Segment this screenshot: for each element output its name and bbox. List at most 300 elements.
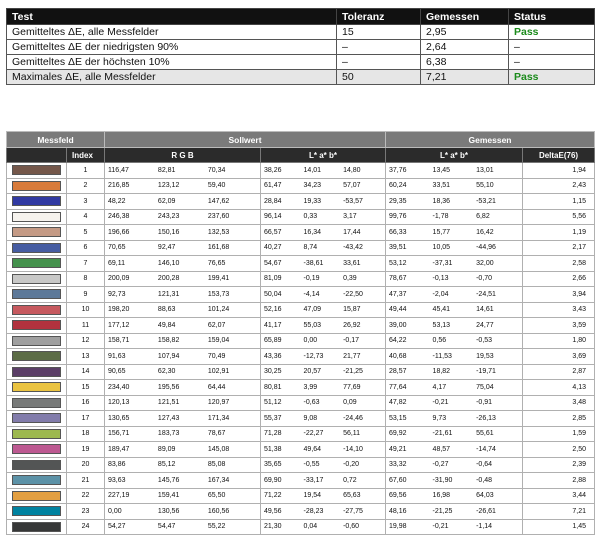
lab-soll-cell: [261, 240, 386, 256]
rgb-cell: [105, 457, 261, 473]
swatch-cell: [7, 442, 67, 458]
lab-gemessen-cell-value: 16,98: [432, 492, 451, 500]
color-swatch: [12, 274, 61, 284]
summary-cell-test: Maximales ΔE, alle Messfelder: [7, 70, 337, 85]
table-row: [7, 256, 595, 272]
delta-cell: 3,44: [523, 488, 595, 504]
index-cell: 18: [67, 426, 105, 442]
rgb-cell-value: 55,22: [207, 523, 226, 531]
swatch-cell: [7, 473, 67, 489]
color-swatch: [12, 196, 61, 206]
swatch-cell: [7, 163, 67, 179]
lab-gemessen-cell-value: 33,32: [389, 461, 407, 469]
lab-gemessen-cell-value: -31,90: [432, 476, 453, 484]
summary-cell-gemessen: 7,21: [421, 70, 509, 85]
lab-soll-cell-value: 61,47: [264, 182, 282, 190]
table-row: [7, 519, 595, 535]
rgb-cell-value: 70,65: [108, 244, 126, 252]
lab-soll-cell: [261, 163, 386, 179]
summary-cell-toleranz: –: [337, 55, 421, 70]
lab-soll-cell-value: 71,28: [264, 430, 282, 438]
lab-soll-cell-value: -0,20: [343, 461, 360, 469]
lab-gemessen-cell-value: 32,00: [476, 259, 494, 267]
swatch-cell: [7, 209, 67, 225]
lab-soll-cell: [261, 194, 386, 210]
rgb-cell-value: 146,10: [157, 259, 180, 267]
summary-row: [7, 40, 595, 55]
lab-gemessen-cell-value: -21,25: [432, 507, 453, 515]
lab-gemessen-cell-value: 29,35: [389, 197, 407, 205]
swatch-cell: [7, 178, 67, 194]
summary-cell-toleranz: 50: [337, 70, 421, 85]
lab-soll-cell-value: 65,63: [343, 492, 361, 500]
rgb-cell: [105, 473, 261, 489]
lab-soll-cell-value: 56,11: [343, 430, 361, 438]
rgb-cell-value: 171,34: [207, 414, 230, 422]
summary-cell-status: –: [509, 55, 595, 70]
index-cell: 3: [67, 194, 105, 210]
sub-header-row: [7, 148, 595, 163]
rgb-cell: [105, 364, 261, 380]
color-swatch: [12, 181, 61, 191]
lab-soll-cell-value: -22,27: [303, 430, 324, 438]
rgb-cell: [105, 163, 261, 179]
lab-soll-cell-value: 15,87: [343, 306, 361, 314]
color-swatch: [12, 351, 61, 361]
lab-gemessen-cell-value: 77,64: [389, 383, 407, 391]
lab-gemessen-cell-value: -0,27: [432, 461, 449, 469]
rgb-cell-value: 158,82: [157, 337, 180, 345]
rgb-cell-value: 159,41: [157, 492, 180, 500]
summary-header-test: Test: [7, 9, 337, 25]
summary-cell-gemessen: 2,95: [421, 25, 509, 40]
lab-gemessen-cell-value: 16,42: [476, 228, 494, 236]
color-swatch: [12, 413, 61, 423]
delta-cell: 2,58: [523, 256, 595, 272]
delta-cell: 2,87: [523, 364, 595, 380]
lab-gemessen-cell-value: 28,57: [389, 368, 407, 376]
rgb-cell: [105, 318, 261, 334]
color-swatch: [12, 475, 61, 485]
rgb-cell-value: 189,47: [108, 445, 130, 453]
rgb-cell-value: 54,47: [157, 523, 176, 531]
summary-row: [7, 70, 595, 85]
lab-soll-cell: [261, 426, 386, 442]
index-cell: 24: [67, 519, 105, 535]
rgb-cell-value: 64,44: [207, 383, 226, 391]
lab-gemessen-cell-value: 49,44: [389, 306, 407, 314]
color-swatch: [12, 305, 61, 315]
lab-soll-cell-value: -0,19: [303, 275, 320, 283]
lab-gemessen-cell: [386, 473, 523, 489]
lab-gemessen-cell-value: -0,13: [432, 275, 449, 283]
rgb-cell-value: 227,19: [108, 492, 130, 500]
rgb-cell: [105, 209, 261, 225]
rgb-cell-value: 167,34: [207, 476, 230, 484]
lab-gemessen-cell-value: 47,37: [389, 290, 407, 298]
rgb-cell-value: 130,65: [108, 414, 130, 422]
lab-soll-cell: [261, 349, 386, 365]
lab-soll-cell-value: 19,33: [303, 197, 322, 205]
lab-gemessen-cell-value: -1,14: [476, 523, 493, 531]
lab-gemessen-cell: [386, 271, 523, 287]
sub-header-delta: DeltaE(76): [523, 148, 595, 163]
table-row: [7, 302, 595, 318]
rgb-cell-value: 89,09: [157, 445, 176, 453]
lab-gemessen-cell-value: -37,31: [432, 259, 453, 267]
lab-soll-cell-value: 8,74: [303, 244, 318, 252]
rgb-cell: [105, 442, 261, 458]
lab-gemessen-cell-value: -0,48: [476, 476, 493, 484]
lab-gemessen-cell-value: -0,70: [476, 275, 493, 283]
lab-soll-cell-value: 20,57: [303, 368, 322, 376]
rgb-cell-value: 150,16: [157, 228, 180, 236]
rgb-cell-value: 195,56: [157, 383, 180, 391]
lab-gemessen-cell-value: -11,53: [432, 352, 452, 360]
swatch-cell: [7, 380, 67, 396]
summary-table: [6, 8, 595, 85]
table-row: [7, 380, 595, 396]
index-cell: 1: [67, 163, 105, 179]
lab-gemessen-cell-value: -0,91: [476, 399, 493, 407]
lab-soll-cell-value: 47,09: [303, 306, 322, 314]
swatch-cell: [7, 349, 67, 365]
rgb-cell: [105, 333, 261, 349]
lab-gemessen-cell-value: 64,22: [389, 337, 407, 345]
summary-header-status: Status: [509, 9, 595, 25]
lab-gemessen-cell-value: 18,36: [432, 197, 451, 205]
lab-soll-cell-value: -22,50: [343, 290, 363, 298]
rgb-cell-value: 82,81: [157, 166, 176, 174]
lab-soll-cell-value: 0,33: [303, 213, 318, 221]
lab-gemessen-cell: [386, 380, 523, 396]
lab-gemessen-cell-value: 47,82: [389, 399, 407, 407]
lab-gemessen-cell: [386, 318, 523, 334]
lab-gemessen-cell-value: -44,96: [476, 244, 496, 252]
lab-soll-cell-value: -53,57: [343, 197, 363, 205]
table-row: [7, 240, 595, 256]
group-header-messfeld: Messfeld: [7, 132, 105, 148]
lab-gemessen-cell-value: 45,41: [432, 306, 451, 314]
lab-gemessen-cell-value: 9,73: [432, 414, 447, 422]
lab-gemessen-cell: [386, 178, 523, 194]
lab-gemessen-cell-value: 39,51: [389, 244, 407, 252]
index-cell: 6: [67, 240, 105, 256]
rgb-cell-value: 246,38: [108, 213, 130, 221]
summary-cell-status: Pass: [509, 70, 595, 85]
rgb-cell: [105, 271, 261, 287]
lab-soll-cell-value: 81,09: [264, 275, 282, 283]
lab-gemessen-cell-value: 60,24: [389, 182, 407, 190]
lab-soll-cell: [261, 318, 386, 334]
lab-soll-cell-value: -0,55: [303, 461, 320, 469]
lab-soll-cell-value: 51,12: [264, 399, 282, 407]
rgb-cell-value: 156,71: [108, 430, 130, 438]
lab-soll-cell-value: 52,16: [264, 306, 282, 314]
lab-gemessen-cell: [386, 411, 523, 427]
summary-cell-test: Gemitteltes ΔE der niedrigsten 90%: [7, 40, 337, 55]
index-cell: 5: [67, 225, 105, 241]
sub-header-swatch: [7, 148, 67, 163]
lab-gemessen-cell: [386, 364, 523, 380]
rgb-cell-value: 237,60: [207, 213, 230, 221]
rgb-cell-value: 145,08: [207, 445, 230, 453]
lab-soll-cell-value: -0,60: [343, 523, 360, 531]
rgb-cell-value: 160,56: [207, 507, 230, 515]
lab-soll-cell: [261, 333, 386, 349]
lab-gemessen-cell-value: 55,61: [476, 430, 494, 438]
swatch-cell: [7, 271, 67, 287]
lab-gemessen-cell-value: 40,68: [389, 352, 407, 360]
rgb-cell-value: 121,51: [157, 399, 180, 407]
color-swatch: [12, 367, 61, 377]
index-cell: 13: [67, 349, 105, 365]
rgb-cell-value: 78,67: [207, 430, 226, 438]
lab-soll-cell: [261, 287, 386, 303]
index-cell: 23: [67, 504, 105, 520]
lab-gemessen-cell: [386, 442, 523, 458]
delta-cell: 3,48: [523, 395, 595, 411]
lab-soll-cell: [261, 442, 386, 458]
swatch-cell: [7, 411, 67, 427]
lab-soll-cell-value: 3,99: [303, 383, 318, 391]
lab-gemessen-cell-value: -0,53: [476, 337, 493, 345]
index-cell: 16: [67, 395, 105, 411]
lab-soll-cell-value: -0,17: [343, 337, 360, 345]
swatch-cell: [7, 519, 67, 535]
rgb-cell-value: 161,68: [207, 244, 230, 252]
delta-cell: 3,43: [523, 302, 595, 318]
rgb-cell-value: 216,85: [108, 182, 130, 190]
delta-cell: 5,56: [523, 209, 595, 225]
lab-soll-cell: [261, 380, 386, 396]
color-swatch: [12, 491, 61, 501]
lab-soll-cell-value: 0,00: [303, 337, 318, 345]
table-row: [7, 271, 595, 287]
swatch-cell: [7, 302, 67, 318]
lab-soll-cell-value: 0,39: [343, 275, 357, 283]
delta-cell: 2,39: [523, 457, 595, 473]
color-swatch: [12, 320, 61, 330]
rgb-cell: [105, 287, 261, 303]
delta-cell: 2,85: [523, 411, 595, 427]
sub-header-rgb: R G B: [105, 148, 261, 163]
rgb-cell-value: 183,73: [157, 430, 180, 438]
rgb-cell-value: 59,40: [207, 182, 226, 190]
measurement-table: [6, 131, 595, 535]
rgb-cell-value: 177,12: [108, 321, 130, 329]
rgb-cell-value: 116,47: [108, 166, 129, 174]
rgb-cell: [105, 256, 261, 272]
index-cell: 10: [67, 302, 105, 318]
rgb-cell-value: 70,49: [207, 352, 226, 360]
rgb-cell: [105, 519, 261, 535]
table-row: [7, 209, 595, 225]
lab-soll-cell: [261, 504, 386, 520]
index-cell: 21: [67, 473, 105, 489]
group-header-row: [7, 132, 595, 148]
delta-cell: 3,59: [523, 318, 595, 334]
index-cell: 15: [67, 380, 105, 396]
rgb-cell-value: 234,40: [108, 383, 130, 391]
lab-soll-cell-value: -33,17: [303, 476, 324, 484]
rgb-cell-value: 147,62: [207, 197, 230, 205]
lab-soll-cell-value: 54,67: [264, 259, 282, 267]
lab-gemessen-cell: [386, 504, 523, 520]
lab-soll-cell-value: 35,65: [264, 461, 282, 469]
lab-soll-cell-value: 0,04: [303, 523, 318, 531]
rgb-cell-value: 107,94: [157, 352, 180, 360]
lab-gemessen-cell-value: -21,61: [432, 430, 453, 438]
summary-header-row: [7, 9, 595, 25]
lab-gemessen-cell-value: 4,17: [432, 383, 447, 391]
table-row: [7, 225, 595, 241]
lab-gemessen-cell-value: 99,76: [389, 213, 407, 221]
lab-soll-cell: [261, 302, 386, 318]
table-row: [7, 488, 595, 504]
lab-gemessen-cell-value: 39,00: [389, 321, 407, 329]
swatch-cell: [7, 457, 67, 473]
lab-gemessen-cell: [386, 163, 523, 179]
lab-gemessen-cell-value: 55,10: [476, 182, 494, 190]
lab-soll-cell-value: -43,42: [343, 244, 363, 252]
lab-soll-cell-value: 55,03: [303, 321, 322, 329]
lab-soll-cell-value: 21,77: [343, 352, 361, 360]
rgb-cell: [105, 504, 261, 520]
summary-header-toleranz: Toleranz: [337, 9, 421, 25]
lab-soll-cell-value: 21,30: [264, 523, 282, 531]
rgb-cell: [105, 426, 261, 442]
swatch-cell: [7, 225, 67, 241]
lab-soll-cell-value: 49,56: [264, 507, 282, 515]
index-cell: 8: [67, 271, 105, 287]
lab-gemessen-cell-value: 75,04: [476, 383, 494, 391]
index-cell: 20: [67, 457, 105, 473]
lab-gemessen-cell: [386, 457, 523, 473]
lab-soll-cell-value: 16,34: [303, 228, 322, 236]
rgb-cell-value: 123,12: [157, 182, 180, 190]
summary-cell-status: –: [509, 40, 595, 55]
rgb-cell-value: 76,65: [207, 259, 226, 267]
delta-cell: 1,94: [523, 163, 595, 179]
rgb-cell-value: 85,08: [207, 461, 226, 469]
table-row: [7, 442, 595, 458]
lab-gemessen-cell: [386, 302, 523, 318]
lab-gemessen-cell-value: 33,51: [432, 182, 451, 190]
swatch-cell: [7, 287, 67, 303]
lab-soll-cell-value: -24,46: [343, 414, 363, 422]
rgb-cell-value: 91,63: [108, 352, 126, 360]
delta-cell: 3,94: [523, 287, 595, 303]
lab-soll-cell: [261, 256, 386, 272]
table-row: [7, 194, 595, 210]
swatch-cell: [7, 256, 67, 272]
lab-gemessen-cell-value: -26,61: [476, 507, 496, 515]
lab-soll-cell-value: -14,10: [343, 445, 363, 453]
rgb-cell-value: 130,56: [157, 507, 180, 515]
lab-gemessen-cell: [386, 426, 523, 442]
color-swatch: [12, 243, 61, 253]
rgb-cell-value: 101,24: [207, 306, 230, 314]
lab-soll-cell-value: 66,57: [264, 228, 282, 236]
lab-soll-cell-value: -21,25: [343, 368, 363, 376]
lab-soll-cell-value: 0,72: [343, 476, 357, 484]
lab-gemessen-cell-value: 24,77: [476, 321, 494, 329]
delta-cell: 7,21: [523, 504, 595, 520]
swatch-cell: [7, 240, 67, 256]
lab-gemessen-cell-value: 13,45: [432, 166, 451, 174]
table-row: [7, 333, 595, 349]
lab-soll-cell-value: -0,63: [303, 399, 320, 407]
table-row: [7, 349, 595, 365]
table-row: [7, 457, 595, 473]
color-swatch: [12, 165, 61, 175]
rgb-cell: [105, 395, 261, 411]
index-cell: 17: [67, 411, 105, 427]
table-row: [7, 287, 595, 303]
sub-header-lab-soll: L* a* b*: [261, 148, 386, 163]
lab-gemessen-cell-value: -14,74: [476, 445, 496, 453]
lab-soll-cell-value: 96,14: [264, 213, 282, 221]
rgb-cell: [105, 488, 261, 504]
lab-gemessen-cell-value: 18,82: [432, 368, 451, 376]
lab-gemessen-cell: [386, 333, 523, 349]
swatch-cell: [7, 504, 67, 520]
lab-gemessen-cell-value: 14,61: [476, 306, 494, 314]
lab-soll-cell-value: 80,81: [264, 383, 282, 391]
rgb-cell-value: 120,97: [207, 399, 230, 407]
rgb-cell-value: 93,63: [108, 476, 126, 484]
color-swatch: [12, 212, 61, 222]
index-cell: 14: [67, 364, 105, 380]
rgb-cell: [105, 194, 261, 210]
lab-gemessen-cell-value: 15,77: [432, 228, 451, 236]
lab-gemessen-cell-value: 64,03: [476, 492, 494, 500]
rgb-cell-value: 88,63: [157, 306, 176, 314]
lab-soll-cell-value: 71,22: [264, 492, 282, 500]
lab-soll-cell-value: 33,61: [343, 259, 361, 267]
delta-cell: 1,80: [523, 333, 595, 349]
index-cell: 12: [67, 333, 105, 349]
swatch-cell: [7, 333, 67, 349]
lab-gemessen-cell: [386, 519, 523, 535]
rgb-cell-value: 70,34: [207, 166, 226, 174]
swatch-cell: [7, 194, 67, 210]
lab-gemessen-cell-value: 49,21: [389, 445, 407, 453]
index-cell: 11: [67, 318, 105, 334]
rgb-cell-value: 102,91: [207, 368, 230, 376]
table-row: [7, 426, 595, 442]
rgb-cell-value: 158,71: [108, 337, 130, 345]
lab-soll-cell-value: 55,37: [264, 414, 282, 422]
lab-gemessen-cell-value: 48,16: [389, 507, 407, 515]
lab-soll-cell-value: -4,14: [303, 290, 320, 298]
lab-soll-cell-value: 43,36: [264, 352, 282, 360]
rgb-cell-value: 62,09: [157, 197, 176, 205]
lab-gemessen-cell: [386, 209, 523, 225]
summary-header-gemessen: Gemessen: [421, 9, 509, 25]
color-swatch: [12, 429, 61, 439]
lab-gemessen-cell-value: -1,78: [432, 213, 449, 221]
group-header-sollwert: Sollwert: [105, 132, 386, 148]
lab-gemessen-cell-value: 67,60: [389, 476, 407, 484]
rgb-cell-value: 69,11: [108, 259, 125, 267]
swatch-cell: [7, 488, 67, 504]
rgb-cell-value: 196,66: [108, 228, 130, 236]
lab-gemessen-cell-value: 53,13: [432, 321, 451, 329]
lab-soll-cell: [261, 488, 386, 504]
lab-gemessen-cell: [386, 240, 523, 256]
